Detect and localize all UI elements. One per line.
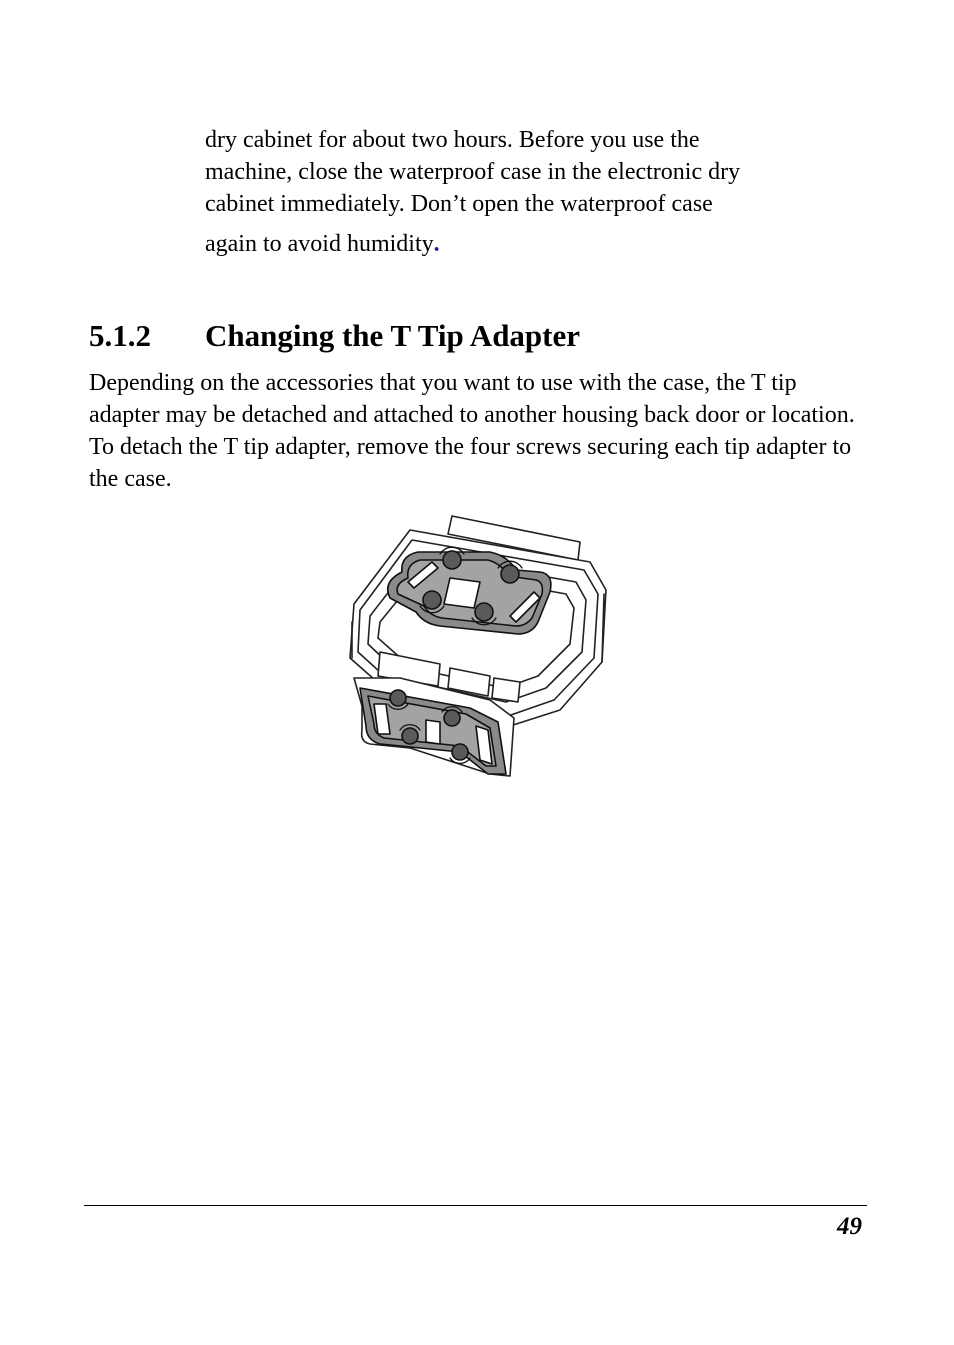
intro-line xyxy=(205,228,865,260)
page-number: 49 xyxy=(837,1213,862,1240)
section-number: 5.1.2 xyxy=(89,318,151,353)
section-heading xyxy=(89,318,580,354)
section-title: Changing the T Tip Adapter xyxy=(205,318,581,353)
intro-period: . xyxy=(433,231,440,257)
section-body: Depending on the accessories that you want to use with the case, the T tip adapter may be detached and attached to another housing back door or location. To detach the T tip adapter, remove the four screws securing each tip adapter to the case. xyxy=(89,370,855,492)
intro-line: cabinet immediately. Don’t open the waterproof case xyxy=(205,191,713,217)
intro-line-text: again to avoid humidity xyxy=(205,231,434,257)
intro-line: machine, close the waterproof case in the electronic dry xyxy=(205,159,741,185)
intro-line: dry cabinet for about two hours. Before you use the xyxy=(205,127,700,153)
t-tip-adapter-illustration xyxy=(340,512,610,780)
footer-rule xyxy=(84,1205,867,1206)
intro-paragraph xyxy=(205,124,865,260)
